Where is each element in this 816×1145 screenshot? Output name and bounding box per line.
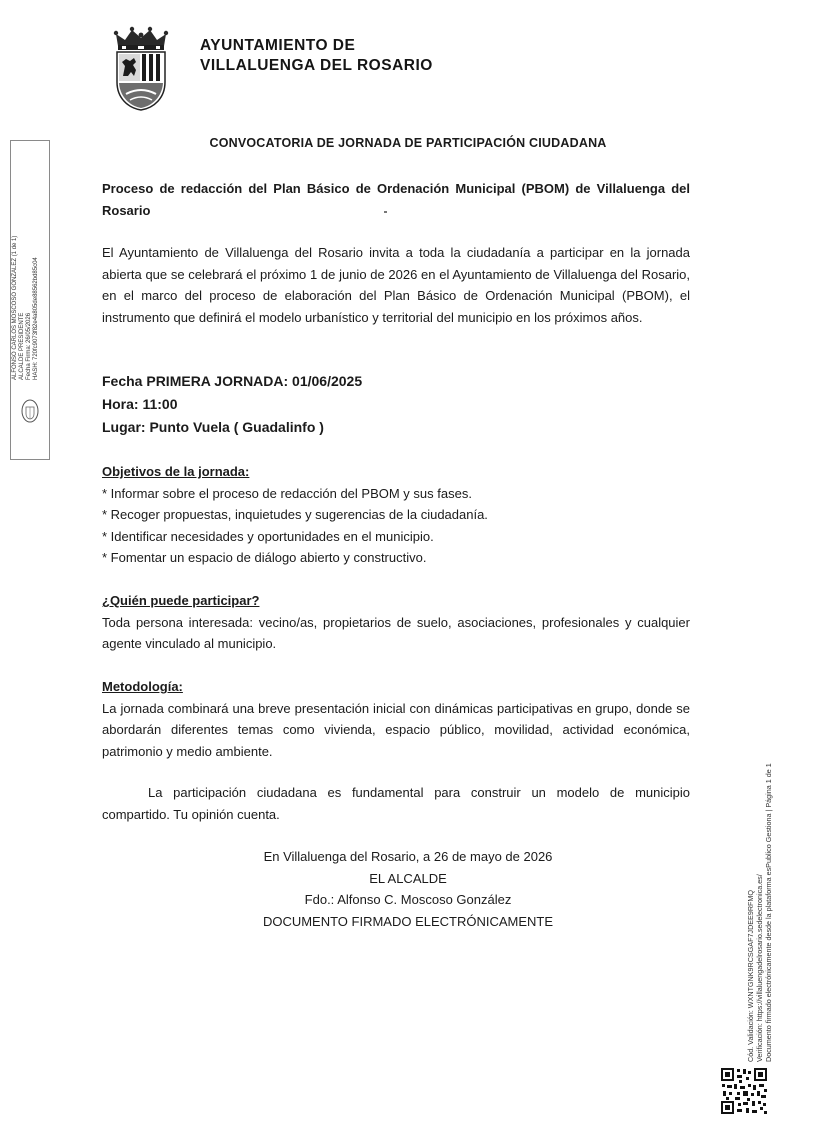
signature-strip-text (12, 50, 40, 380)
signer-role: ALCALDE PRESIDENTE (19, 312, 25, 380)
methodology-heading: Metodología: (102, 679, 183, 694)
methodology-section (102, 676, 690, 762)
closing-paragraph: La participación ciudadana es fundamental para construir un modelo de municipio compartido. Tu opinión cuenta. (102, 785, 690, 822)
validation-strip-text (746, 702, 773, 1062)
document-title: CONVOCATORIA DE JORNADA DE PARTICIPACIÓN CIUDADANA (209, 136, 607, 150)
intro-paragraph: El Ayuntamiento de Villaluenga del Rosario invita a toda la ciudadanía a participar en la jornada abierta que se celebrará el próximo 1 de junio de 2026 en el Ayuntamiento de Villaluenga del Rosario, en el marco del proceso de elaboración del Plan Básico de Ordenación Municipal (PBOM), el instrumento que definirá el modelo urbanístico y territorial del municipio en los próximos años. (102, 245, 690, 325)
signature-note: DOCUMENTO FIRMADO ELECTRÓNICAMENTE (262, 913, 554, 929)
signature-block (0, 846, 816, 932)
verification-url[interactable]: Verificación: https://villaluengadelrosario.sedelectronica.es/ (755, 874, 764, 1062)
document-subtitle: Proceso de redacción del Plan Básico de Ordenación Municipal (PBOM) de Villaluenga del Rosario (102, 181, 690, 218)
objectives-section (102, 461, 690, 569)
list-item: * Recoger propuestas, inquietudes y sugerencias de la ciudadanía. (102, 507, 488, 523)
scan-speck (384, 211, 387, 213)
event-place: Lugar: Punto Vuela ( Guadalinfo ) (102, 419, 324, 435)
event-time: Hora: 11:00 (102, 396, 178, 412)
list-item: * Informar sobre el proceso de redacción del PBOM y sus fases. (102, 485, 472, 501)
objectives-heading: Objetivos de la jornada: (102, 464, 250, 479)
seal-icon (20, 398, 40, 424)
signature-signed-by: Fdo.: Alfonso C. Moscoso González (304, 892, 512, 908)
organization-name-line2: VILLALUENGA DEL ROSARIO (200, 57, 433, 74)
list-item: * Identificar necesidades y oportunidades en el municipio. (102, 528, 434, 544)
platform-note: Documento firmado electrónicamente desde la plataforma esPublico Gestiona | Página 1 de 1 (764, 763, 773, 1062)
participants-text: Toda persona interesada: vecino/as, propietarios de suelo, asociaciones, profesionales y cualquier agente vinculado al municipio. (102, 614, 690, 652)
signer-name: ALFONSO CARLOS MOSCOSO GONZALEZ (1 de 1) (12, 235, 18, 380)
signature-date: Fecha Firma: 26/05/2026 (26, 312, 32, 380)
organization-name (200, 36, 433, 76)
validation-code: Cód. Validación: WXNTGNK9RCSGAF7JDEE9RFMQ (746, 889, 755, 1062)
participants-heading: ¿Quién puede participar? (102, 593, 260, 608)
participants-section (102, 590, 690, 655)
organization-name-line1: AYUNTAMIENTO DE (200, 37, 356, 54)
signature-place-date: En Villaluenga del Rosario, a 26 de mayo de 2026 (263, 849, 553, 864)
signature-hash: HASH: 720fc9073f82e4a805de88562bd85c04 (33, 257, 39, 380)
coat-of-arms-logo (112, 24, 170, 112)
event-details (102, 370, 690, 439)
event-date: Fecha PRIMERA JORNADA: 01/06/2025 (102, 373, 363, 389)
methodology-text: La jornada combinará una breve presentación inicial con dinámicas participativas en grupo, donde se abordarán diferentes temas como vivienda, espacio público, movilidad, actividad económica, patrimonio y medio ambiente. (102, 700, 690, 759)
signature-role: EL ALCALDE (369, 870, 447, 886)
qr-code-icon (720, 1067, 768, 1115)
list-item: * Fomentar un espacio de diálogo abierto y constructivo. (102, 550, 427, 566)
